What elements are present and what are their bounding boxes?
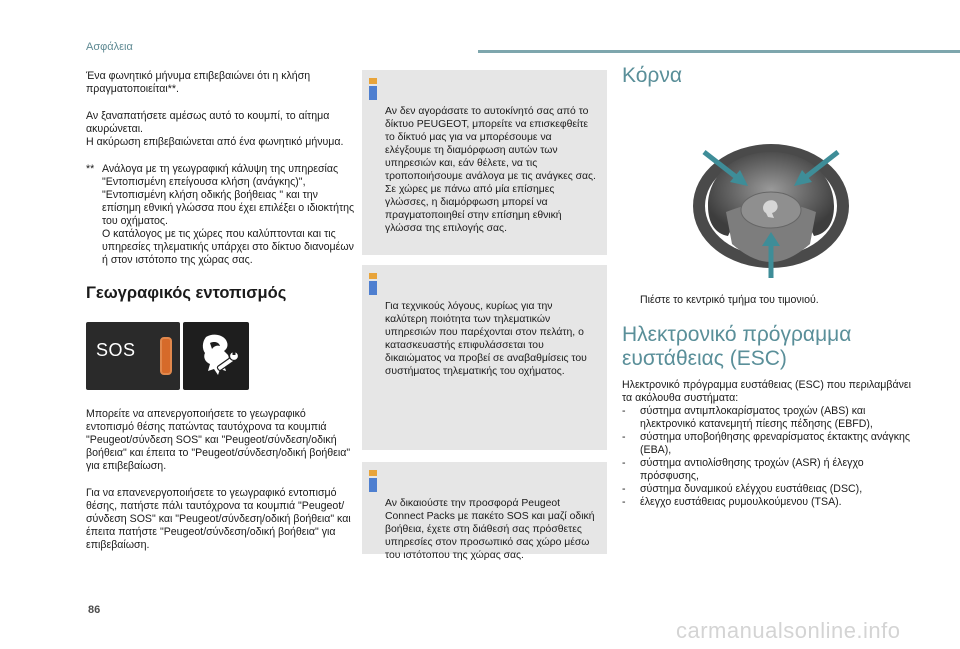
footnote-mark: ** [86, 163, 95, 175]
info-box-spacer [362, 396, 607, 450]
section-heading-geolocation: Γεωγραφικός εντοπισμός [86, 284, 287, 302]
peugeot-lion-assistance-icon [183, 322, 249, 390]
column-right [622, 64, 922, 509]
watermark: carmanualsonline.info [676, 618, 901, 643]
page-number: 86 [88, 604, 101, 616]
info-box-telematics-updates [362, 255, 607, 396]
list-item: - σύστημα αντιμπλοκαρίσματος τροχών (ABS) και ηλεκτρονικό κατανεμητή πίεσης πέδησης (EBFD), [622, 405, 873, 430]
list-item: - σύστημα δυναμικού ελέγχου ευστάθειας (DSC), [622, 483, 863, 495]
list-item: - έλεγχο ευστάθειας ρυμουλκούμενου (TSA). [622, 496, 842, 508]
info-box-text: Αν δεν αγοράσατε το αυτοκίνητό σας από το δίκτυο PEUGEOT, μπορείτε να επισκεφθείτε το δίκτυό μας για να μπορέσουμε να ελέγξουμε τη διαμόρφωση αυτών των υπηρεσιών και, εάν θέλετε, να τις τροποποιήσουμε ανάλογα με τις ανάγκες σας. Σε χώρες με πάνω από μία επίσημες γλώσσες, η διαμόρφωση μπορεί να πραγματοποιηθεί στην επίσημη εθνική γλώσσα της επιλογής σας. [385, 106, 596, 234]
info-box-dealer-network [362, 70, 607, 255]
info-icon [369, 78, 377, 100]
header-title: Ασφάλεια [86, 41, 133, 53]
sos-button-icon [86, 322, 180, 390]
header-rule [478, 50, 960, 53]
paragraph-cancel-request: Αν ξαναπατήσετε αμέσως αυτό το κουμπί, το αίτημα ακυρώνεται. Η ακύρωση επιβεβαιώνεται από ένα φωνητικό μήνυμα. [86, 110, 344, 148]
info-box-text: Αν δικαιούστε την προσφορά Peugeot Connect Packs με πακέτο SOS και μαζί οδική βοήθεια, έχετε στη διάθεσή σας πρόσθετες υπηρεσίες στον προσωπικό σας χώρο μέσω του ιστότοπου της χώρας σας. [385, 498, 595, 561]
sos-led-indicator [160, 337, 172, 375]
footnote-text: Ανάλογα με τη γεωγραφική κάλυψη της υπηρεσίας "Εντοπισμένη επείγουσα κλήση (ανάγκης)", "Εντοπισμένη κλήση οδικής βοήθειας " και την επίσημη εθνική γλώσσα που έχει επιλέξει ο ιδιοκτήτης του οχήματος. Ο κατάλογος με τις χώρες που καλύπτονται και τις υπηρεσίες τηλεματικής υπάρχει στο δίκτυο διανομέων ή στον ιστότοπο της χώρας σας. [102, 163, 355, 266]
paragraph-enable-geolocation: Για να επανενεργοποιήσετε το γεωγραφικό εντοπισμό θέσης, πατήστε πάλι ταυτόχρονα τα κουμπιά "Peugeot/σύνδεση SOS" και "Peugeot/σύνδεση/οδική βοήθεια" και έπειτα πατήστε "Peugeot/σύνδεση/οδική βοήθεια" για επιβεβαίωση. [86, 487, 351, 551]
column-middle [362, 70, 607, 561]
info-box-connect-packs [362, 450, 607, 561]
horn-instruction [622, 294, 922, 307]
paragraph-disable-geolocation: Μπορείτε να απενεργοποιήσετε το γεωγραφικό εντοπισμό θέσης πατώντας ταυτόχρονα τα κουμπιά "Peugeot/σύνδεση SOS" και "Peugeot/σύνδεση/οδική βοήθεια" και έπειτα το "Peugeot/σύνδεση/οδική βοήθεια" για επιβεβαίωση. [86, 408, 351, 472]
section-heading-horn: Κόρνα [622, 64, 683, 87]
sos-label: SOS [96, 340, 136, 360]
lion-wrench-icon [192, 331, 240, 381]
horn-instruction-text: Πιέστε το κεντρικό τμήμα του τιμονιού. [640, 294, 819, 306]
list-item: - σύστημα αντιολίσθησης τροχών (ASR) ή έλεγχο πρόσφυσης, [622, 457, 864, 482]
section-heading-esc: Ηλεκτρονικό πρόγραμμα ευστάθειας (ESC) [622, 323, 852, 370]
info-icon [369, 470, 377, 492]
step-marker-icon [622, 294, 640, 307]
paragraph-voice-message: Ένα φωνητικό μήνυμα επιβεβαιώνει ότι η κλήση πραγματοποιείται**. [86, 70, 311, 95]
steering-wheel-horn-diagram [686, 94, 856, 284]
footnote [86, 163, 356, 267]
esc-systems-list [622, 405, 922, 509]
esc-intro: Ηλεκτρονικό πρόγραμμα ευστάθειας (ESC) που περιλαμβάνει τα ακόλουθα συστήματα: [622, 379, 911, 404]
info-icon [369, 273, 377, 295]
button-illustration [86, 322, 356, 390]
list-item: - σύστημα υποβοήθησης φρεναρίσματος έκτακτης ανάγκης (EBA), [622, 431, 911, 456]
column-left [86, 70, 356, 566]
info-box-text: Για τεχνικούς λόγους, κυρίως για την καλύτερη ποιότητα των τηλεματικών υπηρεσιών που παρέχονται στον πελάτη, ο κατασκευαστής επιφυλάσσεται του δικαιώματος να προβεί σε αναβαθμίσεις του συστήματος τηλεματικής του οχήματος. [385, 301, 587, 377]
